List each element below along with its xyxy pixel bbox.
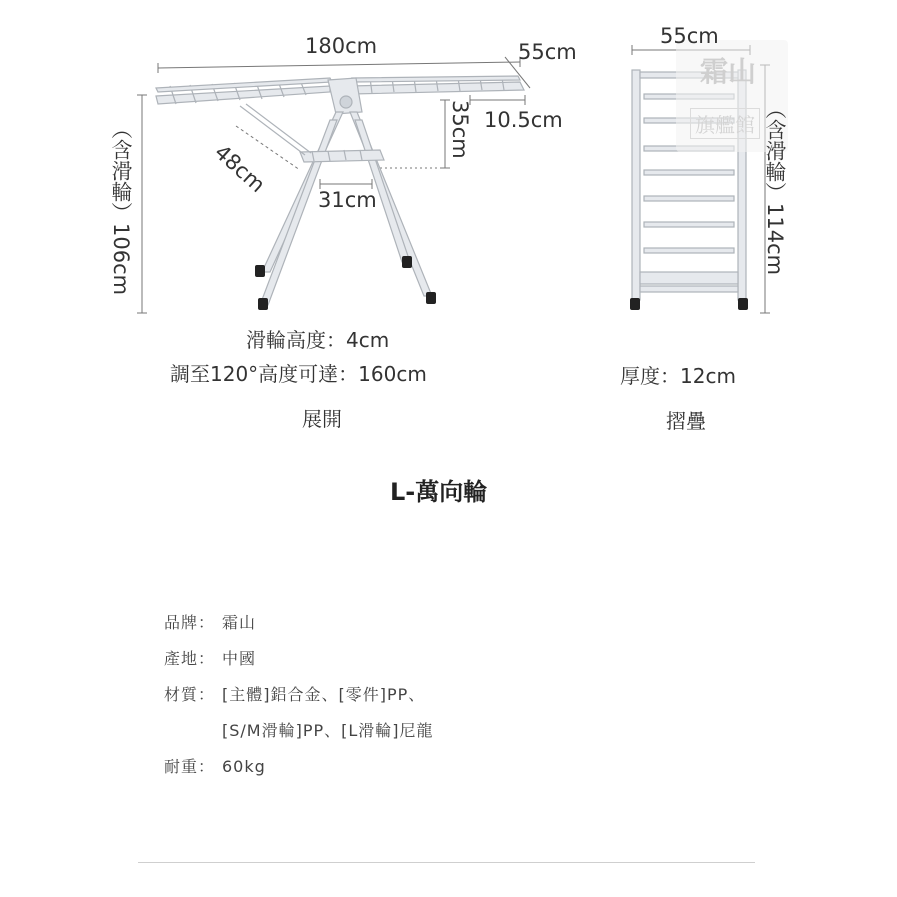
dim-shelf: 31cm [318,188,377,212]
watermark-store-name: 旗艦館 [690,108,760,139]
spec-row [164,682,425,705]
spec-value: 60kg [222,757,266,776]
spec-value: 中國 [222,649,257,668]
spec-label: 材質： [164,685,216,704]
watermark-logo: 霜山 [700,55,757,88]
dim-wing-span: 48cm [209,140,270,198]
spec-label: 產地： [164,649,216,668]
spec-value: [主體]鋁合金、[零件]PP、 [222,685,426,704]
dim-offset: 10.5cm [484,108,563,132]
spec-row [164,754,266,777]
dim-length: 180cm [305,34,378,58]
spec-row [164,610,256,633]
spec-label: 耐重： [164,757,216,776]
dim-folded-height: （含滑輪）114cm [763,98,787,276]
note-wheel-height: 滑輪高度：4cm [246,328,390,352]
caption-unfolded: 展開 [302,407,342,431]
dim-unfolded-height: （含滑輪）106cm [109,118,133,296]
dim-wing: 55cm [518,40,577,64]
spec-value: [S/M滑輪]PP、[L滑輪]尼龍 [222,721,434,740]
spec-value: 霜山 [222,613,257,632]
spec-row [164,646,256,669]
spec-label: 品牌： [164,613,216,632]
spec-row [164,718,434,741]
caption-folded: 摺疊 [666,409,706,433]
note-adjusted-height: 調至120°高度可達：160cm [170,362,427,386]
dim-drop: 35cm [448,100,472,159]
bottom-divider [138,862,755,863]
dim-folded-width: 55cm [660,24,719,48]
product-title: L-萬向輪 [390,478,488,506]
note-thickness: 厚度：12cm [620,364,736,388]
